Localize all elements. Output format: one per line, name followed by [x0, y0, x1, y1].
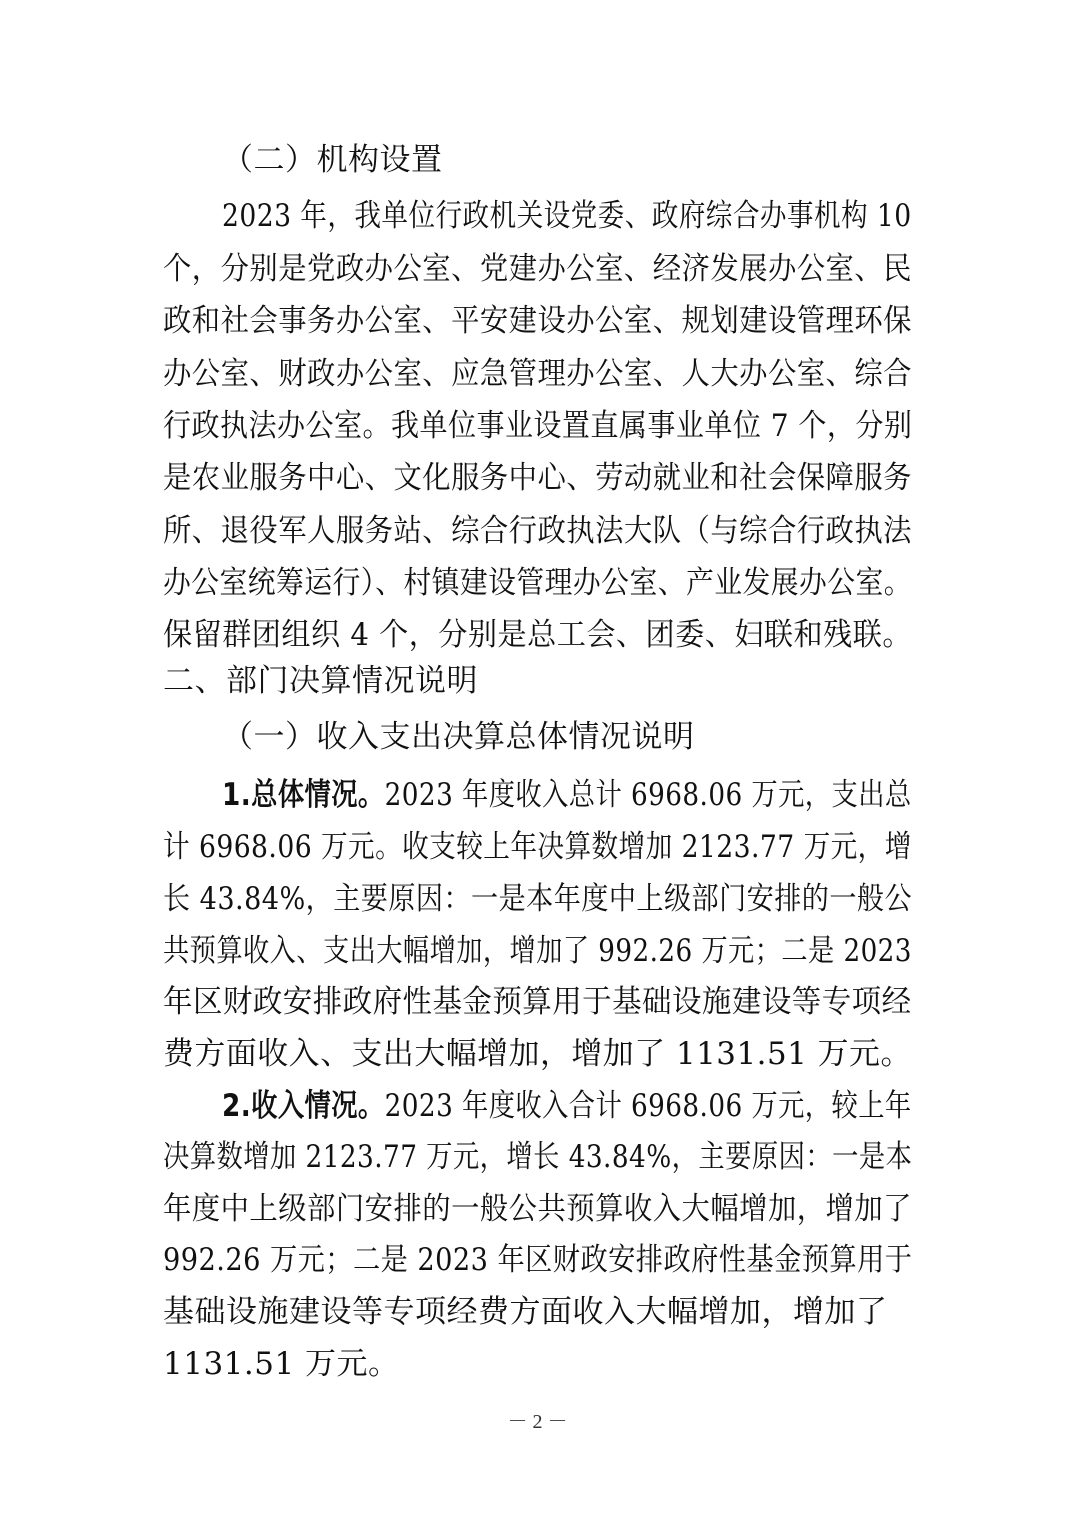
paragraph-line: 行政执法办公室。我单位事业设置直属事业单位 7 个，分别 — [163, 408, 913, 444]
item-lead-overall: 1.总体情况。 — [222, 777, 385, 813]
paragraph-line: 个，分别是党政办公室、党建办公室、经济发展办公室、民 — [163, 251, 912, 287]
paragraph-line: 基础设施建设等专项经费方面收入大幅增加，增加了 — [163, 1294, 888, 1330]
paragraph-line: 长 43.84%，主要原因：一是本年度中上级部门安排的一般公 — [163, 881, 913, 917]
paragraph-line: 费方面收入、支出大幅增加，增加了 1131.51 万元。 — [163, 1036, 912, 1072]
paragraph-line: 是农业服务中心、文化服务中心、劳动就业和社会保障服务 — [163, 460, 912, 496]
section-heading-two: 二、部门决算情况说明 — [163, 663, 478, 699]
paragraph-line — [222, 1088, 912, 1124]
item-text: 2023 年度收入合计 6968.06 万元，较上年 — [384, 1088, 912, 1124]
paragraph-line: 决算数增加 2123.77 万元，增长 43.84%，主要原因：一是本 — [163, 1139, 913, 1175]
paragraph-line: 计 6968.06 万元。收支较上年决算数增加 2123.77 万元，增 — [163, 829, 912, 865]
paragraph-line: 共预算收入、支出大幅增加，增加了 992.26 万元；二是 2023 — [163, 933, 912, 969]
item-lead-income: 2.收入情况。 — [222, 1088, 385, 1124]
paragraph-line: 1131.51 万元。 — [163, 1346, 400, 1382]
paragraph-line: 办公室、财政办公室、应急管理办公室、人大办公室、综合 — [163, 356, 912, 392]
paragraph-line: 保留群团组织 4 个，分别是总工会、团委、妇联和残联。 — [163, 617, 912, 653]
paragraph-line — [222, 777, 912, 813]
page-number: － 2 － — [507, 1411, 568, 1433]
paragraph-line: 992.26 万元；二是 2023 年区财政安排政府性基金预算用于 — [163, 1242, 913, 1278]
sub-heading-overview: （一）收入支出决算总体情况说明 — [222, 719, 695, 755]
paragraph-line: 2023 年，我单位行政机关设党委、政府综合办事机构 10 — [222, 198, 912, 234]
paragraph-line: 办公室统筹运行）、村镇建设管理办公室、产业发展办公室。 — [163, 565, 912, 601]
item-text: 2023 年度收入总计 6968.06 万元，支出总 — [384, 777, 912, 813]
paragraph-line: 年区财政安排政府性基金预算用于基础设施建设等专项经 — [163, 984, 912, 1020]
paragraph-line: 所、退役军人服务站、综合行政执法大队（与综合行政执法 — [163, 513, 912, 549]
section-heading-org: （二）机构设置 — [222, 142, 443, 178]
paragraph-line: 年度中上级部门安排的一般公共预算收入大幅增加，增加了 — [163, 1191, 912, 1227]
paragraph-line: 政和社会事务办公室、平安建设办公室、规划建设管理环保 — [163, 303, 912, 339]
